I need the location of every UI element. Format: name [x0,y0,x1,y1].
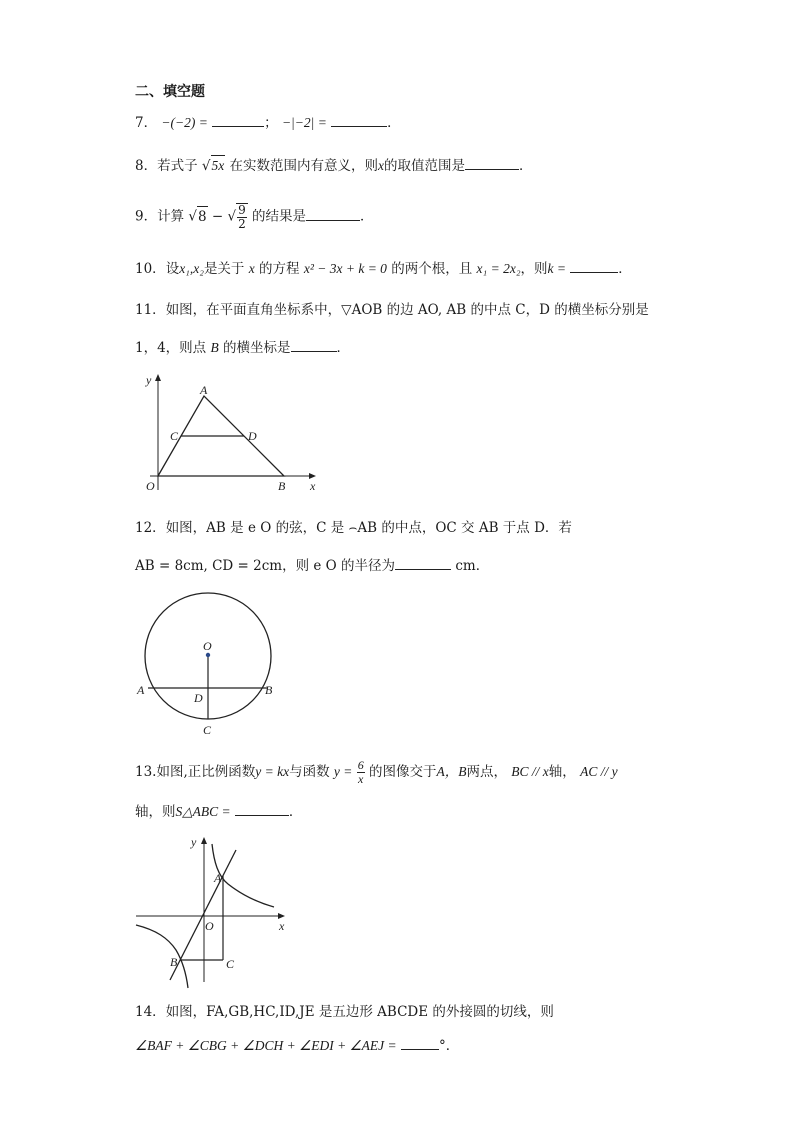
unit: cm． [455,558,490,574]
question-text: 是关于 [203,261,245,277]
period: ． [618,261,632,277]
label-d: D [194,691,203,705]
question-number: 7． [135,115,158,131]
label-b: B [170,955,178,969]
question-13-line-2 [135,801,302,822]
question-text: 的横坐标是 [223,340,291,356]
label-x: x [310,479,316,493]
period: ． [360,208,374,225]
label-c: C [203,723,212,737]
label-b: B [265,683,273,697]
question-12-line-2 [135,555,489,576]
question-12 [135,518,572,538]
question-9: 9．计算 √8 − √ $\frac{9}{2}$ 的结果是 ． [135,203,374,231]
equation: x² − 3x + k = 0 [303,261,387,276]
question-text: 若式子 [157,158,198,174]
y-axis-arrow [201,837,207,844]
period: ． [519,158,533,174]
label-o: O [205,919,214,933]
answer-blank [570,258,618,273]
fraction: $\frac{6}{x}$ [357,758,364,786]
question-13 [135,759,618,786]
label-y: y [146,373,152,387]
answer-blank [395,555,451,570]
question-text: 的取值范围是 [384,158,466,174]
question-text: 计算 [157,208,185,225]
answer-blank [401,1035,439,1050]
condition: BC // x [511,764,549,779]
question-14-line-2 [135,1035,459,1056]
expression: S△ABC = [175,804,231,819]
y-axis-arrow [155,374,161,381]
question-number: 9． [135,208,158,225]
question-text: 在实数范围内有意义，则 [229,158,379,174]
radicand: 5x [211,155,226,176]
expression: −|−2| = [281,115,327,130]
question-text: 如图，在平面直角坐标系中，▽AOB 的边 AO, AB 的中点 C，D 的横坐标分别是 [165,302,649,318]
separator: ； [264,115,278,131]
q11-figure [140,372,330,494]
label-y: y [191,835,197,849]
expression: ∠BAF + ∠CBG + ∠DCH + ∠EDI + ∠AEJ = [135,1038,397,1053]
question-14 [135,1002,554,1022]
question-8: 8．若式子 √5x 在实数范围内有意义，则x的取值范围是 ． [135,155,533,176]
question-number: 14． [135,1004,166,1020]
answer-blank [235,801,289,816]
variables: x₁,x₂ [179,261,204,276]
question-text: 如图,正比例函数 [156,764,256,780]
question-text: 1，4，则点 [135,340,207,356]
question-number: 12． [135,520,166,536]
question-text: 的方程 [259,261,300,277]
question-7 [135,112,401,133]
question-10 [135,258,632,279]
answer-blank [212,112,264,127]
label-o: O [146,479,155,493]
condition: AC // y [580,764,618,779]
question-11-line-2 [135,337,350,358]
question-text: AB = 8cm, CD = 2cm，则 e O 的半径为 [135,558,396,574]
center-point [206,653,210,657]
minus-sign: − [211,208,224,225]
label-b: B [278,479,286,493]
label-d: D [248,429,257,443]
question-number: 13. [135,764,157,780]
label-c: C [170,429,179,443]
label-a: A [214,871,222,885]
question-number: 8． [135,158,158,174]
question-text: 的两个根，且 [391,261,473,277]
label-x: x [279,919,285,933]
question-11 [135,300,649,320]
question-text: 设 [165,261,180,277]
label-a: A [137,683,145,697]
section-title: 二、填空题 [135,84,205,100]
function: y = [333,764,353,779]
hyperbola-branch-2 [136,925,188,988]
question-text: 的结果是 [252,208,307,225]
question-text: 如图，AB 是 e O 的弦，C 是 ⌢AB 的中点，OC 交 AB 于点 D．若 [165,520,572,536]
question-text: 两点， [466,764,507,780]
radicand: 8 [197,206,208,227]
points: A，B [436,764,467,779]
fraction: $\frac{9}{2}$ [238,203,246,231]
q12-figure [134,584,284,740]
period: ． [288,804,303,820]
label-a: A [200,383,208,397]
answer-blank [306,206,360,221]
label-c: C [226,957,235,971]
label-o: O [203,639,212,653]
expression: −(−2) = [161,115,208,130]
period: °． [438,1038,460,1054]
question-text: ，则 [520,261,548,277]
question-text: 如图，FA,GB,HC,ID,JE 是五边形 ABCDE 的外接圆的切线，则 [165,1004,554,1020]
answer-blank [331,112,387,127]
expression: k = [547,261,566,276]
question-number: 11． [135,302,166,318]
condition: x₁ = 2x₂ [476,261,521,276]
q13-figure [134,832,294,992]
function: y = kx [255,764,290,779]
question-number: 10． [135,261,166,277]
answer-blank [291,337,337,352]
question-text: 与函数 [289,764,330,780]
question-text: 轴，则 [135,804,176,820]
answer-blank [465,155,519,170]
variable: x [248,261,255,276]
question-text: 轴， [548,764,576,780]
variable: B [210,340,219,355]
variable: x [378,158,385,173]
question-text: 的图像交于 [369,764,437,780]
period: ． [336,340,351,356]
period: ． [387,115,401,131]
